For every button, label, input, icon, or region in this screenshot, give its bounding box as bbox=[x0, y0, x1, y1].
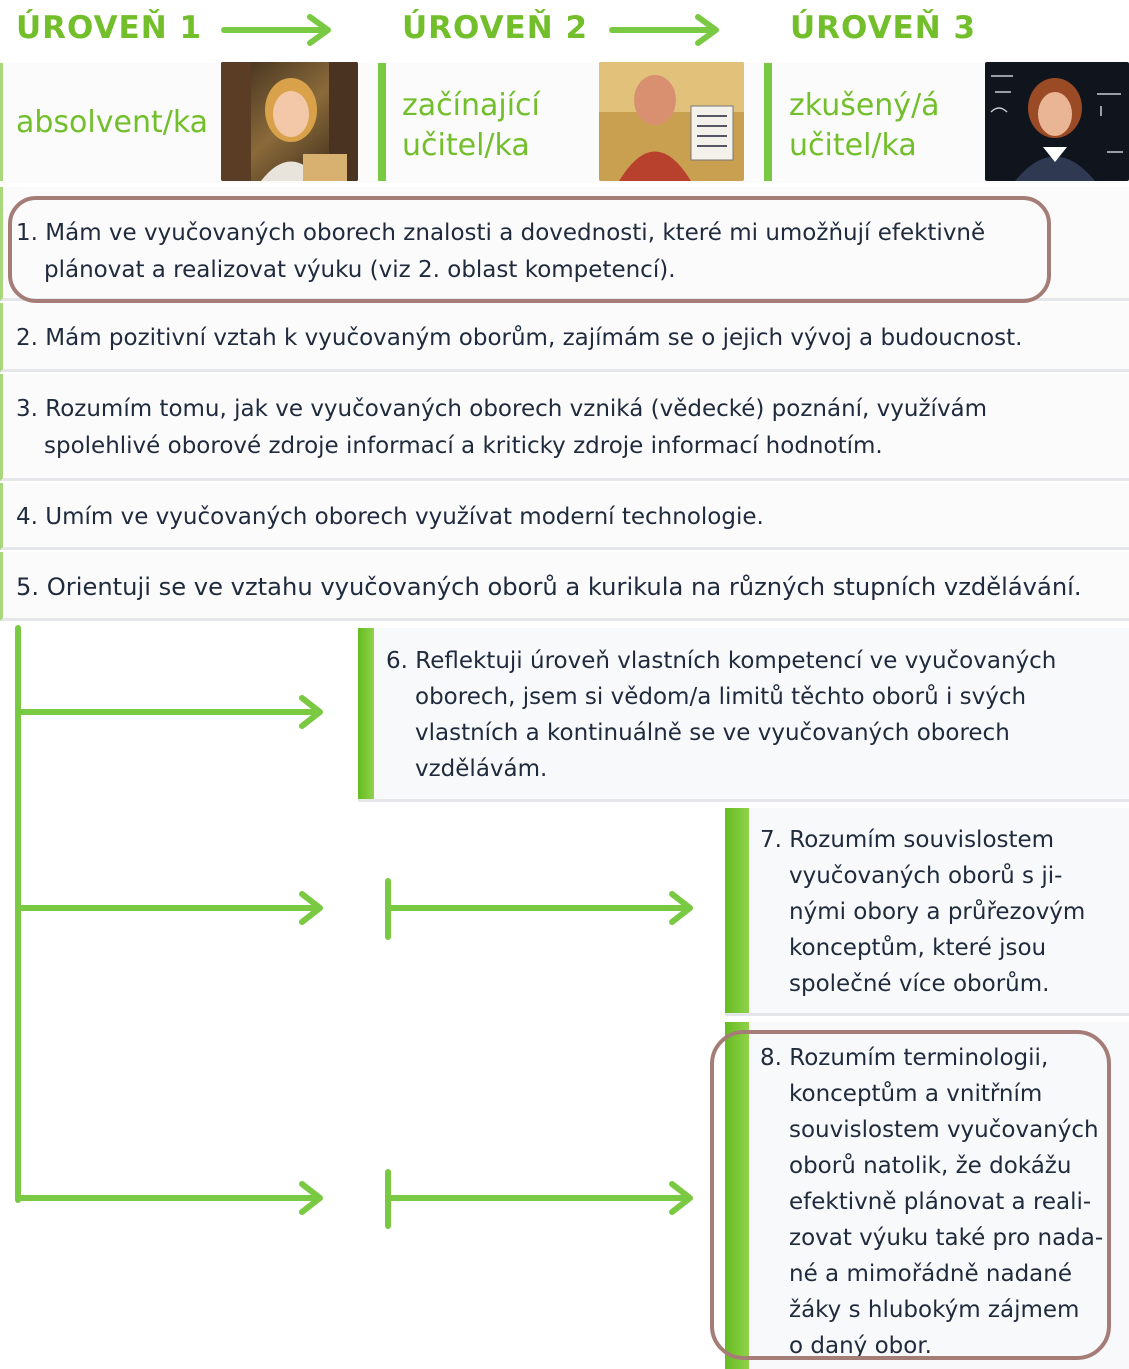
competency-8-line8: žáky s hlubokým zájmem bbox=[789, 1297, 1080, 1323]
role-level-1-text: absolvent/ka bbox=[16, 105, 209, 140]
level-1-title: ÚROVEŇ 1 bbox=[16, 10, 203, 46]
role-level-3-line2: učitel/ka bbox=[789, 128, 917, 163]
role-level-2-line1: začínající bbox=[402, 88, 540, 123]
role-level-3-line1: zkušený/á bbox=[789, 88, 940, 123]
competency-8-line5: efektivně plánovat a reali- bbox=[789, 1189, 1092, 1215]
competency-8-line6: zovat výuku také pro nada- bbox=[789, 1225, 1104, 1251]
competency-6-line2: oborech, jsem si vědom/a limitů těchto oborů i svých bbox=[415, 684, 1027, 710]
competency-6-line3: vlastních a kontinuálně se ve vyučovaných oborech bbox=[415, 720, 1010, 746]
competency-7-line3: nými obory a průřezovým bbox=[789, 899, 1086, 925]
level-2-title: ÚROVEŇ 2 bbox=[402, 10, 589, 46]
competency-4-text: 4. Umím ve vyučovaných oborech využívat moderní technologie. bbox=[16, 504, 764, 530]
competency-1-line2: plánovat a realizovat výuku (viz 2. oblast kompetencí). bbox=[44, 257, 676, 283]
competency-3-line2: spolehlivé oborové zdroje informací a kriticky zdroje informací hodnotím. bbox=[44, 433, 883, 459]
competency-8-line1: 8. Rozumím terminologii, bbox=[760, 1045, 1049, 1071]
role-level-2-line2: učitel/ka bbox=[402, 128, 530, 163]
competency-2-text: 2. Mám pozitivní vztah k vyučovaným oborům, zajímám se o jejich vývoj a budoucnost. bbox=[16, 325, 1023, 351]
competency-6-line1: 6. Reflektuji úroveň vlastních kompetencí ve vyučovaných bbox=[386, 648, 1057, 674]
competency-8-line4: oborů natolik, že dokážu bbox=[789, 1153, 1072, 1179]
competency-7-line5: společné více oborům. bbox=[789, 971, 1050, 997]
competency-8-line2: konceptům a vnitřním bbox=[789, 1081, 1043, 1107]
competency-5-text: 5. Orientuji se ve vztahu vyučovaných oborů a kurikula na různých stupních vzdělávání. bbox=[16, 573, 1082, 601]
competency-7-line1: 7. Rozumím souvislostem bbox=[760, 827, 1055, 853]
competency-8-line3: souvislostem vyučovaných bbox=[789, 1117, 1099, 1143]
competency-3-line1: 3. Rozumím tomu, jak ve vyučovaných oborech vzniká (vědecké) poznání, využívám bbox=[16, 396, 988, 422]
competency-7-line2: vyučovaných oborů s ji- bbox=[789, 863, 1063, 889]
competency-8-line7: né a mimořádně nadané bbox=[789, 1261, 1072, 1287]
competency-6-line4: vzdělávám. bbox=[415, 756, 548, 782]
competency-1-line1: 1. Mám ve vyučovaných oborech znalosti a dovednosti, které mi umožňují efektivně bbox=[16, 220, 986, 246]
level-3-title: ÚROVEŇ 3 bbox=[790, 10, 977, 46]
competency-7-line4: konceptům, které jsou bbox=[789, 935, 1047, 961]
competency-8-line9: o daný obor. bbox=[789, 1333, 932, 1359]
